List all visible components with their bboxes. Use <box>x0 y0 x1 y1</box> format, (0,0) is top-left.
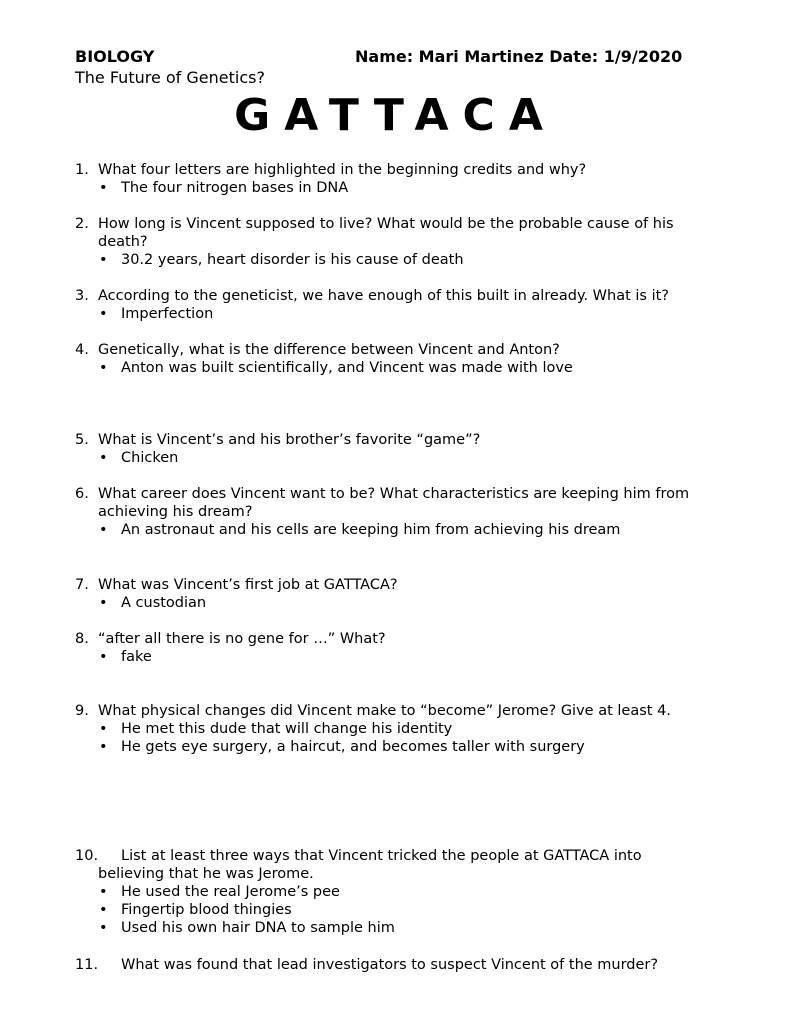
question-text: What was found that lead investigators to suspect Vincent of the murder? <box>121 957 659 973</box>
question-number: 4. <box>75 342 89 358</box>
answer-list <box>75 648 745 666</box>
question-number: 3. <box>75 288 89 304</box>
name-date-label: Name: Mari Martinez Date: 1/9/2020 <box>355 47 683 66</box>
answer-list <box>75 359 745 377</box>
question-4 <box>75 341 745 377</box>
answer-item: • Used his own hair DNA to sample him <box>75 919 745 937</box>
answer-item: • He gets eye surgery, a haircut, and becomes taller with surgery <box>75 738 745 756</box>
question-number: 7. <box>75 577 89 593</box>
answer-item: • Imperfection <box>75 305 745 323</box>
question-10 <box>75 847 745 937</box>
answer-list <box>75 594 745 612</box>
subject-label: BIOLOGY <box>75 47 155 66</box>
question-number: 9. <box>75 703 89 719</box>
question-text: “after all there is no gene for …” What? <box>98 631 386 647</box>
question-6 <box>75 485 745 539</box>
answer-item: • An astronaut and his cells are keeping him from achieving his dream <box>75 521 745 539</box>
question-11 <box>75 956 745 974</box>
question-3 <box>75 287 745 323</box>
page-title: GATTACA <box>234 90 557 141</box>
question-text: What is Vincent’s and his brother’s favorite “game”? <box>98 432 481 448</box>
question-8 <box>75 630 745 666</box>
question-5 <box>75 431 745 467</box>
question-1 <box>75 161 745 197</box>
question-number: 2. <box>75 216 89 232</box>
question-2 <box>75 215 745 269</box>
header-row <box>75 47 735 69</box>
answer-list <box>75 449 745 467</box>
answer-item: • fake <box>75 648 745 666</box>
answer-list <box>75 251 745 269</box>
question-text: List at least three ways that Vincent tricked the people at GATTACA into <box>121 848 642 864</box>
answer-item: • 30.2 years, heart disorder is his cause of death <box>75 251 745 269</box>
question-text: What physical changes did Vincent make to “become” Jerome? Give at least 4. <box>98 703 671 719</box>
question-number: 8. <box>75 631 89 647</box>
answer-item: • Fingertip blood thingies <box>75 901 745 919</box>
subtitle: The Future of Genetics? <box>75 68 265 87</box>
answer-item: • Anton was built scientifically, and Vincent was made with love <box>75 359 745 377</box>
answer-item: • A custodian <box>75 594 745 612</box>
question-number: 5. <box>75 432 89 448</box>
answer-list <box>75 179 745 197</box>
answer-item: • He met this dude that will change his identity <box>75 720 745 738</box>
question-7 <box>75 576 745 612</box>
answer-list <box>75 305 745 323</box>
question-text: How long is Vincent supposed to live? What would be the probable cause of his <box>98 216 674 232</box>
answer-list <box>75 720 745 756</box>
question-number: 6. <box>75 486 89 502</box>
answer-item: • The four nitrogen bases in DNA <box>75 179 745 197</box>
question-number: 1. <box>75 162 89 178</box>
question-number: 11. <box>75 957 99 973</box>
question-text: What was Vincent’s first job at GATTACA? <box>98 577 398 593</box>
question-9 <box>75 702 745 756</box>
question-number: 10. <box>75 848 99 864</box>
question-text: What four letters are highlighted in the beginning credits and why? <box>98 162 587 178</box>
question-text-continued: death? <box>98 234 148 250</box>
question-text-continued: believing that he was Jerome. <box>98 866 314 882</box>
answer-item: • Chicken <box>75 449 745 467</box>
question-text: According to the geneticist, we have enough of this built in already. What is it? <box>98 288 669 304</box>
question-text: Genetically, what is the difference between Vincent and Anton? <box>98 342 560 358</box>
answer-list <box>75 883 745 937</box>
answer-item: • He used the real Jerome’s pee <box>75 883 745 901</box>
answer-list <box>75 521 745 539</box>
question-text-continued: achieving his dream? <box>98 504 253 520</box>
question-text: What career does Vincent want to be? What characteristics are keeping him from <box>98 486 690 502</box>
